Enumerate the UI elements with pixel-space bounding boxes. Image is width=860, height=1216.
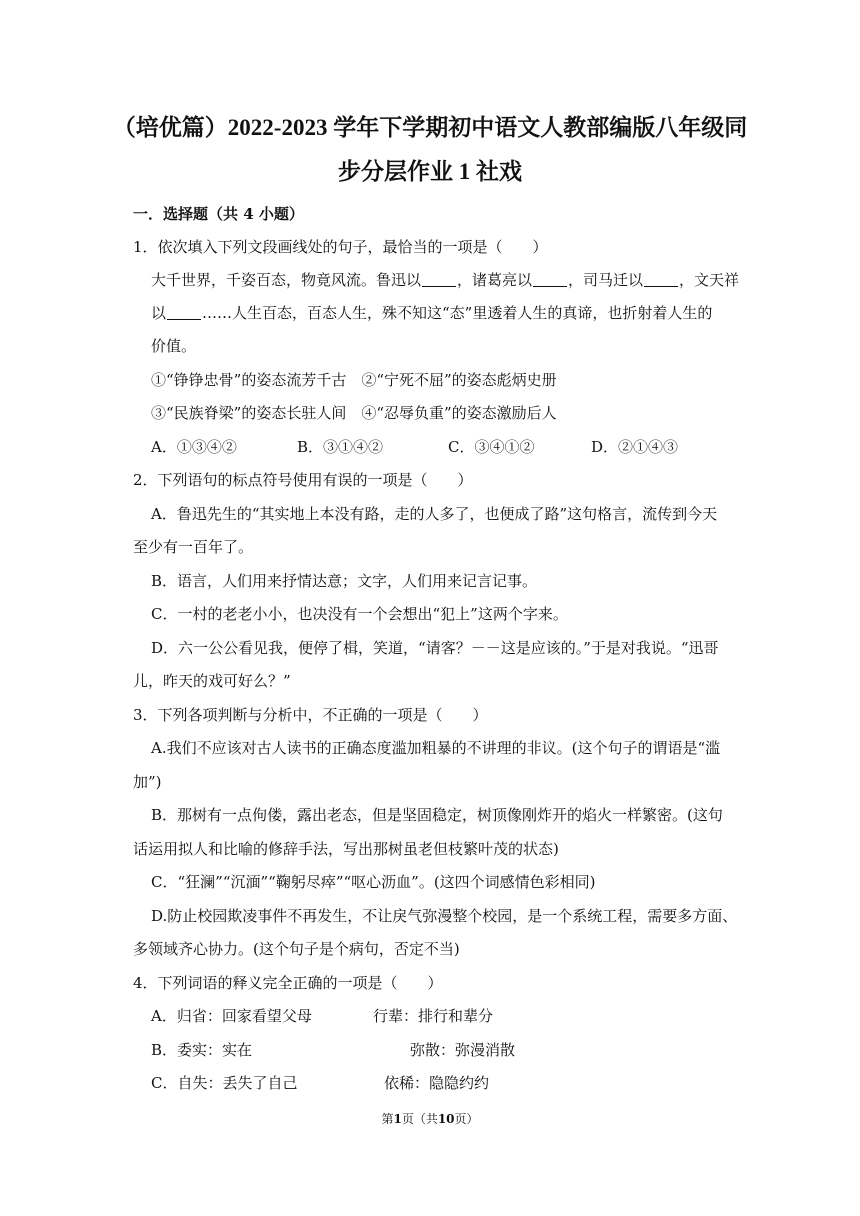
q1-passage-line3: 价值。 xyxy=(151,337,197,355)
footer-text: 页） xyxy=(454,1112,479,1126)
q1-blank-3 xyxy=(644,272,678,287)
q1-stem: 1．依次填入下列文段画线处的句子，最恰当的一项是（ ） xyxy=(133,238,548,256)
q1-text: 以 xyxy=(151,304,167,322)
q2-option-b: B．语言，人们用来抒情达意；文字，人们用来记言记事。 xyxy=(151,572,538,590)
q1-blank-1 xyxy=(422,272,456,287)
q1-blank-4 xyxy=(167,305,201,320)
q4-option-c-left: C．自失：丢失了自己 xyxy=(151,1074,298,1092)
q2-option-a-line2: 至少有一百年了。 xyxy=(133,538,254,556)
q1-text: 大千世界，千姿百态，物竟风流。鲁迅以 xyxy=(151,271,422,289)
q1-passage-line2 xyxy=(151,303,712,323)
q4-option-a-right: 行辈：排行和辈分 xyxy=(373,1007,494,1025)
q1-text: ，文天祥 xyxy=(679,271,740,289)
q1-option-d: D．②①④③ xyxy=(591,438,679,456)
q2-option-c: C．一村的老老小小，也决没有一个会想出“犯上”这两个字来。 xyxy=(151,605,568,623)
footer-text: 第 xyxy=(381,1112,394,1126)
q3-option-d-line2: 多领域齐心协力。(这个句子是个病句，否定不当) xyxy=(133,940,460,958)
q3-option-b-line2: 话运用拟人和比喻的修辞手法，写出那树虽老但枝繁叶茂的状态) xyxy=(133,840,559,858)
q3-option-d-line1: D.防止校园欺凌事件不再发生，不让戾气弥漫整个校园，是一个系统工程，需要多方面、 xyxy=(151,907,738,925)
q3-option-b-line1: B．那树有一点佝偻，露出老态，但是坚固稳定，树顶像刚炸开的焰火一样繁密。(这句 xyxy=(151,806,723,824)
q2-option-a-line1: A．鲁迅先生的“其实地上本没有路，走的人多了，也便成了路”这句格言，流传到今天 xyxy=(151,505,718,523)
q1-option-a: A．①③④② xyxy=(151,438,237,456)
footer-text: 页（共 xyxy=(401,1112,438,1126)
q1-option-b: B．③①④② xyxy=(297,438,384,456)
section-heading: 一．选择题（共 4 小题） xyxy=(133,205,304,223)
q3-option-c: C．“狂澜”“沉湎”“鞠躬尽瘁”“呕心沥血”。(这四个词感情色彩相同) xyxy=(151,873,596,891)
q3-option-a-line1: A.我们不应该对古人读书的正确态度滥加粗暴的不讲理的非议。(这个句子的谓语是“滥 xyxy=(151,739,721,757)
page-footer xyxy=(0,1110,860,1127)
q3-stem: 3．下列各项判断与分析中，不正确的一项是（ ） xyxy=(133,706,488,724)
q4-option-b-right: 弥散：弥漫消散 xyxy=(410,1041,516,1059)
q2-option-d-line2: 儿，昨天的戏可好么？” xyxy=(133,672,291,690)
q1-blank-2 xyxy=(533,272,567,287)
q2-option-d-line1: D．六一公公看见我，便停了楫，笑道，“请客？－－这是应该的。”于是对我说。“迅哥 xyxy=(151,639,719,657)
q1-passage-line1 xyxy=(151,270,739,290)
document-title-line1: （培优篇）2022-2023 学年下学期初中语文人教部编版八年级同 xyxy=(112,115,748,140)
q1-items-1-2: ①“铮铮忠骨”的姿态流芳千古 ②“宁死不屈”的姿态彪炳史册 xyxy=(151,371,557,389)
q4-stem: 4．下列词语的释义完全正确的一项是（ ） xyxy=(133,974,443,992)
document-title-line2: 步分层作业 1 社戏 xyxy=(338,159,522,184)
q1-text: ……人生百态，百态人生，殊不知这“态”里透着人生的真谛，也折射着人生的 xyxy=(202,304,713,322)
footer-page-number: 1 xyxy=(393,1112,402,1126)
q1-option-c: C．③④①② xyxy=(448,438,535,456)
q2-stem: 2．下列语句的标点符号使用有误的一项是（ ） xyxy=(133,471,473,489)
q1-text: ，司马迁以 xyxy=(568,271,644,289)
q4-option-b-left: B．委实：实在 xyxy=(151,1041,253,1059)
q3-option-a-line2: 加”) xyxy=(133,773,162,791)
q4-option-c-right: 依稀：隐隐约约 xyxy=(384,1074,490,1092)
footer-total-pages: 10 xyxy=(437,1112,455,1126)
q4-option-a-left: A．归省：回家看望父母 xyxy=(151,1007,312,1025)
q1-items-3-4: ③“民族脊梁”的姿态长驻人间 ④“忍辱负重”的姿态激励后人 xyxy=(151,404,557,422)
q1-text: ，诸葛亮以 xyxy=(457,271,533,289)
